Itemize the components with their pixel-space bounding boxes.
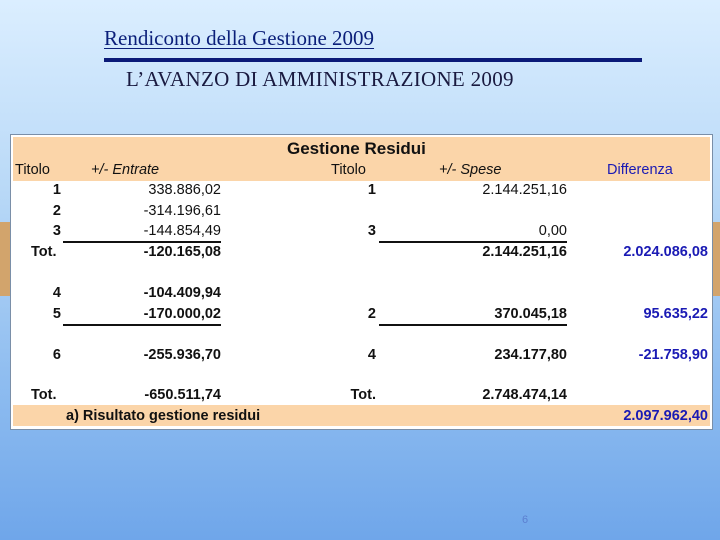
subtotal-rule-spese-1	[379, 241, 567, 243]
row-5-titolo-entrate: 5	[52, 306, 61, 322]
row-1-spese: 2.144.251,16	[482, 182, 567, 198]
row-3-entrate: -144.854,49	[143, 223, 221, 239]
title-divider	[104, 58, 642, 62]
subtotal-rule-entrate-2	[63, 324, 221, 326]
row-5-differenza: 95.635,22	[643, 306, 708, 322]
col-header-titolo-entrate: Titolo	[15, 162, 50, 178]
row-total-1-spese: 2.144.251,16	[482, 244, 567, 260]
col-header-differenza: Differenza	[607, 162, 673, 178]
col-header-spese: +/- Spese	[439, 162, 502, 178]
row-3-titolo-spese: 3	[367, 223, 376, 239]
row-6-spese: 234.177,80	[494, 347, 567, 363]
slide-title: Rendiconto della Gestione 2009	[104, 26, 375, 50]
row-5-spese: 370.045,18	[494, 306, 567, 322]
row-1-titolo-entrate: 1	[52, 182, 61, 198]
col-header-entrate: +/- Entrate	[91, 162, 160, 178]
row-total-1-label: Tot.	[31, 244, 57, 260]
row-5-titolo-spese: 2	[367, 306, 376, 322]
row-total-1-differenza: 2.024.086,08	[623, 244, 708, 260]
row-6-titolo-spese: 4	[367, 347, 376, 363]
row-4-titolo-entrate: 4	[52, 285, 61, 301]
table-heading: Gestione Residui	[287, 139, 426, 158]
row-4-entrate: -104.409,94	[143, 285, 221, 301]
col-header-titolo-spese: Titolo	[331, 162, 366, 178]
row-3-spese: 0,00	[538, 223, 567, 239]
page-number: 6	[522, 514, 529, 526]
subtotal-rule-entrate-1	[63, 241, 221, 243]
row-2-entrate: -314.196,61	[143, 203, 221, 219]
row-2-titolo-entrate: 2	[52, 203, 61, 219]
row-total-2-spese: 2.748.474,14	[482, 387, 567, 403]
row-5-entrate: -170.000,02	[143, 306, 221, 322]
slide-subtitle: L’AVANZO DI AMMINISTRAZIONE 2009	[126, 67, 514, 91]
result-value: 2.097.962,40	[623, 408, 708, 424]
row-total-2-titolo-spese: Tot.	[350, 387, 376, 403]
row-6-titolo-entrate: 6	[52, 347, 61, 363]
subtotal-rule-spese-2	[379, 324, 567, 326]
row-1-entrate: 338.886,02	[148, 182, 221, 198]
row-3-titolo-entrate: 3	[52, 223, 61, 239]
row-6-differenza: -21.758,90	[638, 347, 708, 363]
residui-table	[10, 134, 713, 430]
row-1-titolo-spese: 1	[367, 182, 376, 198]
row-total-2-entrate: -650.511,74	[144, 387, 221, 403]
row-total-1-entrate: -120.165,08	[143, 244, 221, 260]
row-6-entrate: -255.936,70	[143, 347, 221, 363]
result-label: a) Risultato gestione residui	[66, 408, 261, 424]
row-total-2-label: Tot.	[31, 387, 57, 403]
